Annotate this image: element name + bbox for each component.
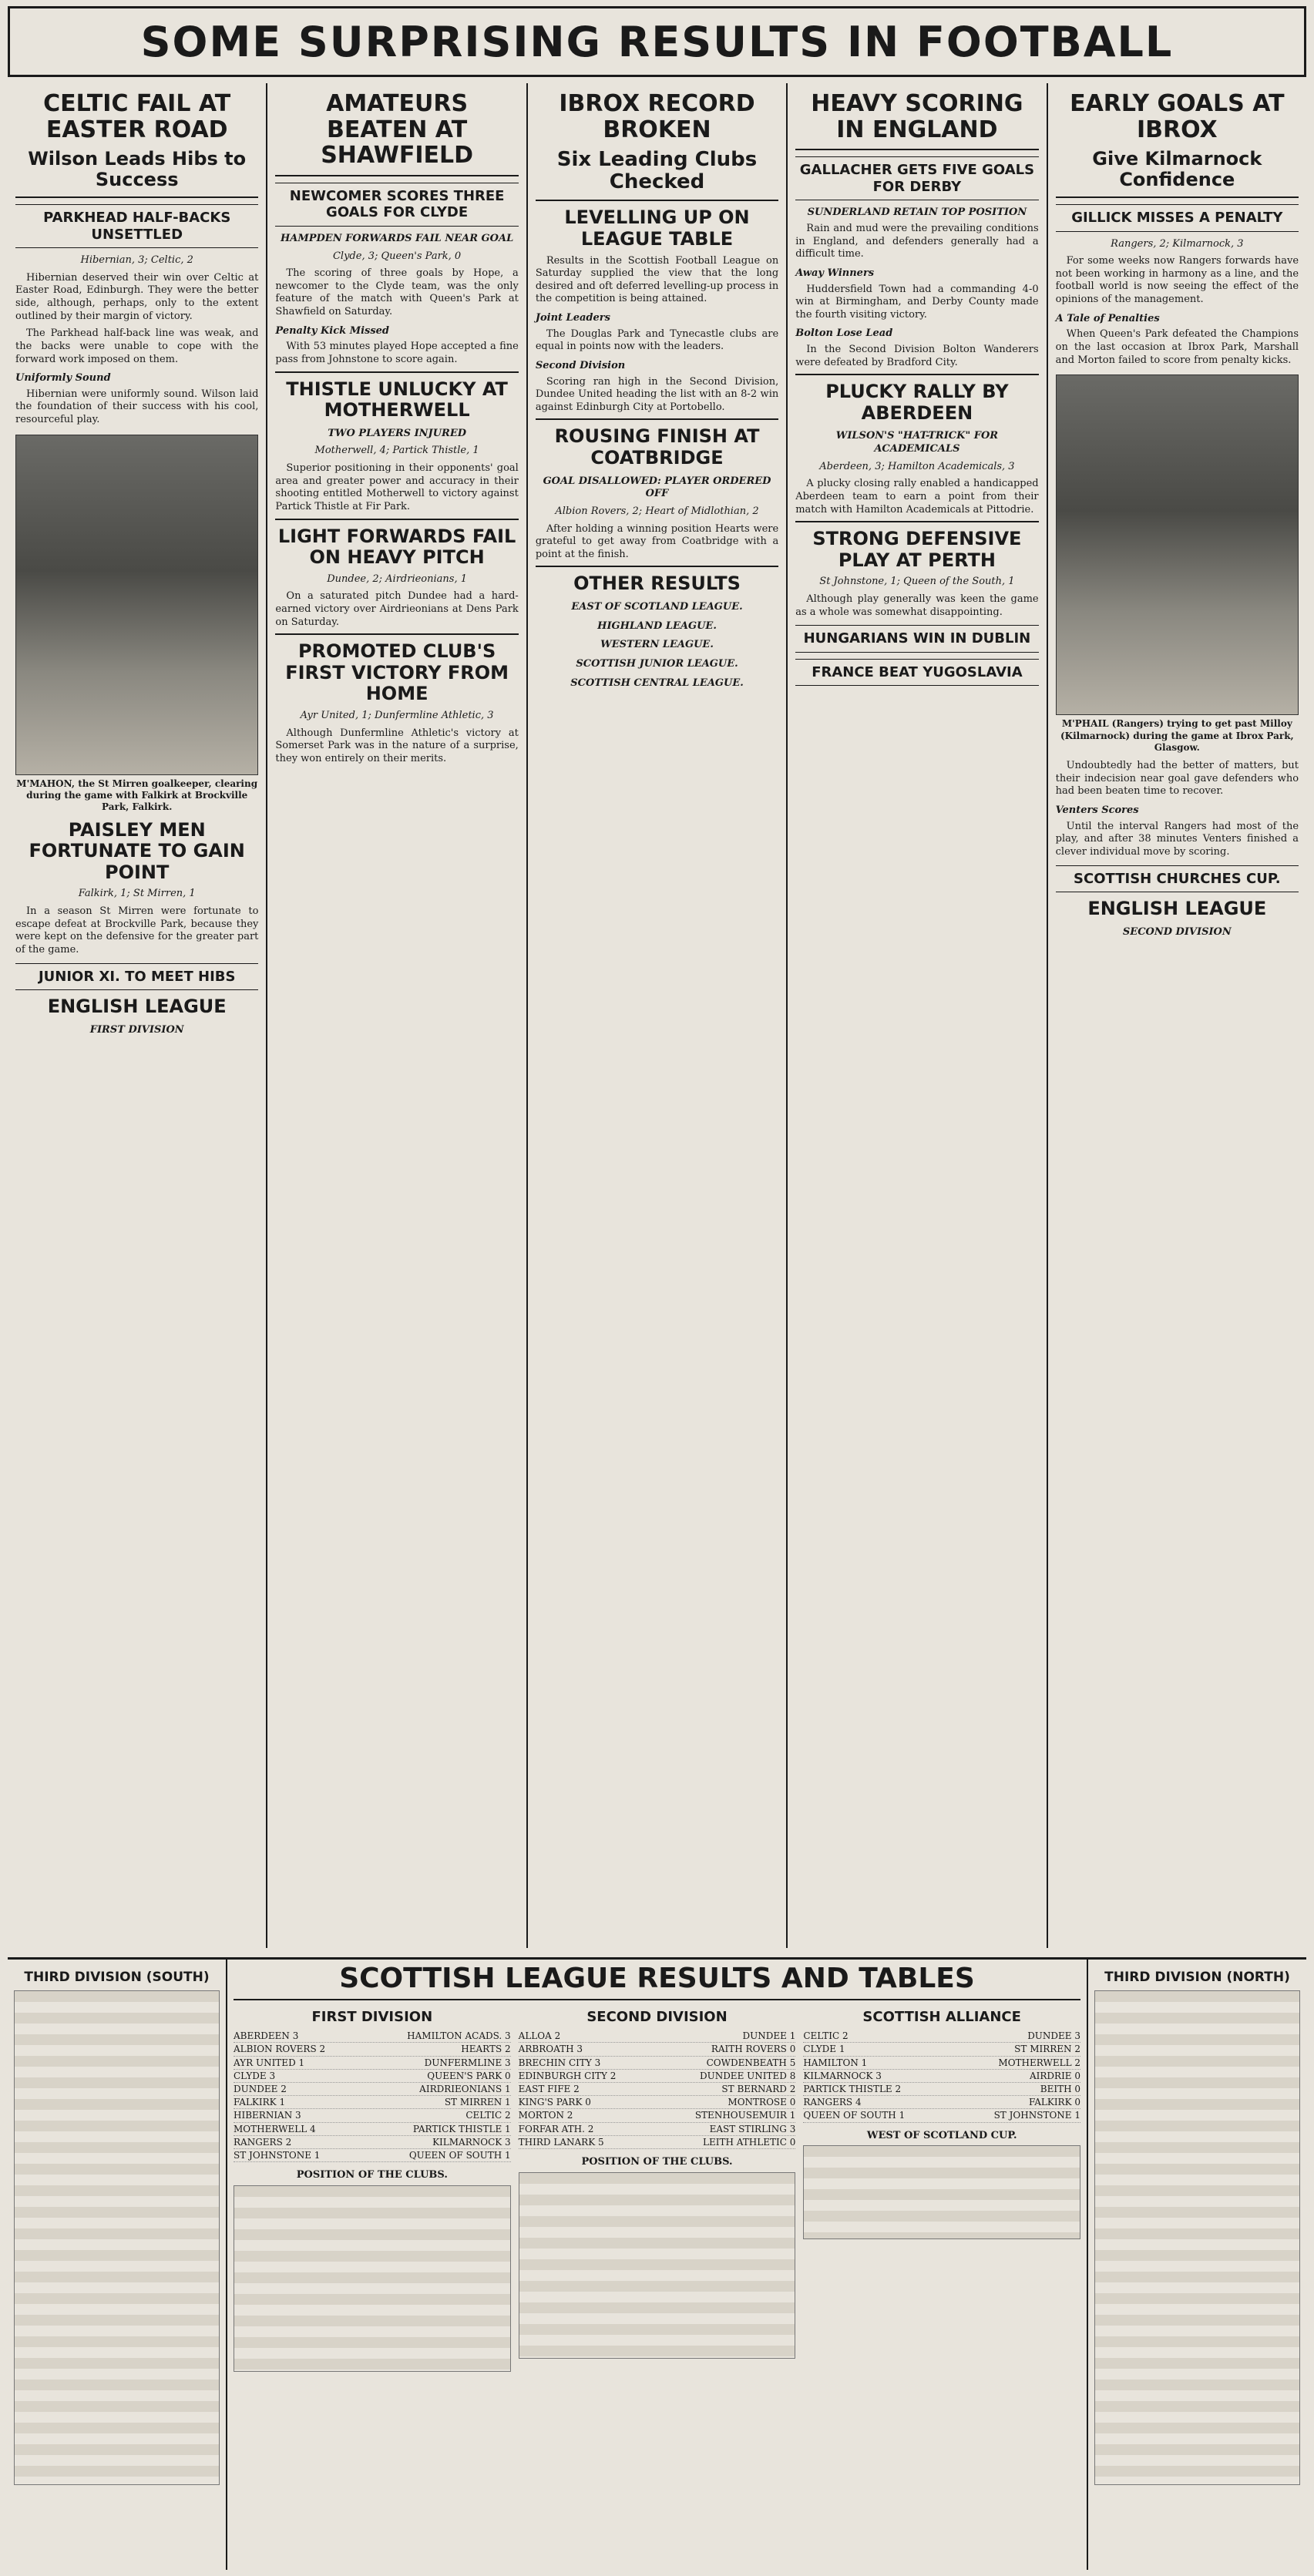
headline-junior: JUNIOR XI. TO MEET HIBS: [15, 963, 258, 991]
paragraph: On a saturated pitch Dundee had a hard-earned victory over Airdrieonians at Dens Park on Saturday.: [275, 590, 519, 628]
headline-coatbridge: ROUSING FINISH AT COATBRIDGE: [536, 418, 778, 469]
score-line: Dundee, 2; Airdrieonians, 1: [327, 573, 467, 585]
paragraph: Although Dunfermline Athletic's victory at Somerset Park was in the nature of a surprise, they won entirely on their merits.: [275, 727, 519, 764]
subhead: GOAL DISALLOWED: PLAYER ORDERED OFF: [543, 475, 771, 500]
paragraph: Rain and mud were the prevailing conditions in England, and defenders generally had a difficult time.: [795, 223, 1039, 260]
third-north-table: [1094, 1990, 1300, 2485]
home-team: CELTIC 2: [803, 2030, 849, 2042]
headline-thistle: THISTLE UNLUCKY AT MOTHERWELL: [275, 371, 518, 421]
crosshead: Uniformly Sound: [15, 372, 111, 385]
scottish-league-tables: [227, 1960, 1087, 2570]
subhead: LEVELLING UP ON LEAGUE TABLE: [564, 207, 750, 250]
column-2: [267, 83, 527, 1948]
paragraph: The Douglas Park and Tynecastle clubs are equal in points now with the leaders.: [535, 327, 779, 353]
result-row: [519, 2070, 796, 2083]
headline-perth: STRONG DEFENSIVE PLAY AT PERTH: [795, 521, 1038, 571]
subhead: GALLACHER GETS FIVE GOALS FOR DERBY: [795, 156, 1038, 200]
third-division-north: [1087, 1960, 1306, 2570]
first-division-label: FIRST DIVISION: [89, 1023, 184, 1036]
result-row: [803, 2043, 1080, 2056]
headline-amateurs: AMATEURS BEATEN AT SHAWFIELD: [275, 91, 518, 176]
result-row: [234, 2149, 511, 2162]
second-division: [519, 2005, 796, 2372]
away-team: DUNDEE 3: [1027, 2030, 1081, 2042]
result-row: [519, 2043, 796, 2056]
away-team: ST BERNARD 2: [721, 2084, 796, 2095]
photo-caption: M'MAHON, the St Mirren goalkeeper, clearing during the game with Falkirk at Brockville Park, Falkirk.: [16, 778, 258, 813]
deck-text: Wilson Leads Hibs to Success: [28, 148, 247, 191]
score-line: Ayr United, 1; Dunfermline Athletic, 3: [300, 710, 494, 721]
home-team: QUEEN OF SOUTH 1: [803, 2110, 906, 2121]
home-team: PARTICK THISTLE 2: [803, 2084, 902, 2095]
away-team: KILMARNOCK 3: [432, 2136, 511, 2148]
third-south-table: [14, 1990, 220, 2485]
away-team: CELTIC 2: [465, 2110, 511, 2121]
headline-paisley: PAISLEY MEN FORTUNATE TO GAIN POINT: [29, 818, 245, 883]
second-division-label: SECOND DIVISION: [1122, 925, 1232, 938]
paragraph: When Queen's Park defeated the Champions on the last occasion at Ibrox Park, Marshall and Morton failed to score from penalty kicks.: [1055, 328, 1299, 366]
subhead: TWO PLAYERS INJURED: [328, 427, 467, 439]
away-team: ST JOHNSTONE 1: [993, 2110, 1081, 2121]
result-row: [234, 2096, 511, 2109]
result-row: [803, 2030, 1080, 2043]
paragraph: A plucky closing rally enabled a handicapped Aberdeen team to earn a point from their match with Hamilton Academicals at Pittodrie.: [795, 478, 1039, 516]
position-label: POSITION OF THE CLUBS.: [581, 2155, 733, 2168]
result-row: [803, 2070, 1080, 2083]
crosshead: Joint Leaders: [535, 312, 610, 324]
home-team: HAMILTON 1: [803, 2057, 868, 2068]
paragraph: Huddersfield Town had a commanding 4-0 win at Birmingham, and Derby County made the fourth visiting victory.: [795, 283, 1039, 321]
second-division-results: [519, 2030, 796, 2149]
score-line: Motherwell, 4; Partick Thistle, 1: [314, 445, 479, 457]
league-label: WESTERN LEAGUE.: [600, 639, 714, 651]
away-team: HEARTS 2: [461, 2044, 511, 2055]
result-row: [519, 2123, 796, 2136]
home-team: EDINBURGH CITY 2: [518, 2070, 617, 2081]
column-4: [788, 83, 1047, 1948]
results-section: [8, 1957, 1306, 2570]
first-division-table: [234, 2185, 511, 2372]
league-label: EAST OF SCOTLAND LEAGUE.: [571, 601, 743, 613]
score-line: Falkirk, 1; St Mirren, 1: [78, 888, 196, 900]
away-team: QUEEN OF SOUTH 1: [408, 2149, 511, 2161]
home-team: KING'S PARK 0: [518, 2097, 591, 2108]
away-team: ST MIRREN 2: [1014, 2044, 1081, 2055]
score-line: St Johnstone, 1; Queen of the South, 1: [819, 576, 1015, 588]
crosshead: Penalty Kick Missed: [275, 324, 390, 337]
result-row: [519, 2136, 796, 2149]
score-line: Clyde, 3; Queen's Park, 0: [332, 250, 462, 262]
result-row: [803, 2057, 1080, 2070]
home-team: MOTHERWELL 4: [234, 2123, 316, 2134]
subhead-2: HAMPDEN FORWARDS FAIL NEAR GOAL: [281, 232, 514, 244]
headline-text: CELTIC FAIL AT EASTER ROAD: [43, 90, 231, 143]
paragraph: For some weeks now Rangers forwards have not been working in harmony as a line, and the football world is now seeing the effect of the opinions of the management.: [1055, 255, 1299, 306]
subhead-2: SUNDERLAND RETAIN TOP POSITION: [807, 207, 1027, 219]
score-line: Hibernian, 3; Celtic, 2: [80, 254, 193, 267]
home-team: CLYDE 3: [234, 2070, 276, 2081]
headline-aberdeen: PLUCKY RALLY BY ABERDEEN: [795, 374, 1038, 424]
away-team: COWDENBEATH 5: [706, 2057, 796, 2068]
result-row: [234, 2136, 511, 2149]
result-row: [519, 2109, 796, 2122]
scottish-alliance: [803, 2005, 1080, 2372]
subhead: WILSON'S "HAT-TRICK" FOR ACADEMICALS: [835, 430, 999, 455]
away-team: STENHOUSEMUIR 1: [694, 2110, 796, 2121]
away-team: EAST STIRLING 3: [709, 2123, 796, 2134]
home-team: ALBION ROVERS 2: [234, 2044, 326, 2055]
score-line: Albion Rovers, 2; Heart of Midlothian, 2: [555, 505, 759, 517]
photo-caption: M'PHAIL (Rangers) trying to get past Milloy (Kilmarnock) during the game at Ibrox Park, Glasgow.: [1060, 718, 1294, 753]
result-row: [234, 2109, 511, 2122]
score-line: Rangers, 2; Kilmarnock, 3: [1111, 237, 1244, 250]
headline-churches-cup: SCOTTISH CHURCHES CUP.: [1056, 865, 1299, 893]
headline-other-results: OTHER RESULTS: [536, 566, 778, 595]
alliance-results: [803, 2030, 1080, 2122]
home-team: KILMARNOCK 3: [803, 2070, 882, 2081]
home-team: ST JOHNSTONE 1: [234, 2149, 321, 2161]
home-team: ARBROATH 3: [518, 2044, 583, 2055]
article-columns: [8, 83, 1306, 1948]
home-team: RANGERS 2: [234, 2136, 292, 2148]
paragraph: Until the interval Rangers had most of the play, and after 38 minutes Venters finished a clever individual move by scoring.: [1055, 820, 1299, 858]
paragraph: Although play generally was keen the game as a whole was somewhat disappointing.: [795, 593, 1039, 618]
paragraph: The Parkhead half-back line was weak, and the backs were unable to cope with the forward work imposed on them.: [15, 327, 259, 365]
result-row: [234, 2030, 511, 2043]
second-division-title: SECOND DIVISION: [586, 2009, 728, 2025]
paragraph: Scoring ran high in the Second Division, Dundee United heading the list with an 8-2 win against Edinburgh City at Portobello.: [535, 375, 779, 413]
away-team: QUEEN'S PARK 0: [427, 2070, 511, 2081]
column-5: [1048, 83, 1306, 1948]
paragraph: Superior positioning in their opponents' goal area and greater power and accuracy in their shooting entitled Motherwell to victory against Partick Thistle at Fir Park.: [275, 462, 519, 512]
score-line: Aberdeen, 3; Hamilton Academicals, 3: [819, 460, 1015, 472]
away-team: AIRDRIE 0: [1029, 2070, 1081, 2081]
paragraph: In the Second Division Bolton Wanderers were defeated by Bradford City.: [795, 344, 1039, 368]
home-team: ALLOA 2: [518, 2030, 561, 2042]
result-row: [234, 2083, 511, 2096]
photo-falkirk-match: [15, 435, 258, 775]
third-division-south: [8, 1960, 227, 2570]
away-team: DUNDEE 1: [742, 2030, 796, 2042]
headline-english-league-2: ENGLISH LEAGUE: [1087, 898, 1267, 920]
league-columns: [234, 2005, 1080, 2372]
league-label: SCOTTISH JUNIOR LEAGUE.: [576, 657, 738, 670]
page-banner: SOME SURPRISING RESULTS IN FOOTBALL: [8, 6, 1306, 77]
home-team: THIRD LANARK 5: [518, 2136, 604, 2148]
crosshead: Venters Scores: [1055, 804, 1139, 817]
home-team: BRECHIN CITY 3: [518, 2057, 601, 2068]
results-title: SCOTTISH LEAGUE RESULTS AND TABLES: [234, 1963, 1080, 2000]
photo-ibrox-match: [1056, 374, 1299, 715]
third-south-title: THIRD DIVISION (SOUTH): [24, 1970, 210, 1985]
headline-text: IBROX RECORD BROKEN: [559, 90, 755, 143]
away-team: BEITH 0: [1040, 2084, 1081, 2095]
home-team: CLYDE 1: [803, 2044, 845, 2055]
result-row: [519, 2096, 796, 2109]
away-team: RAITH ROVERS 0: [711, 2044, 796, 2055]
first-division: [234, 2005, 511, 2372]
second-division-table: [519, 2172, 796, 2359]
home-team: FALKIRK 1: [234, 2097, 286, 2108]
away-team: LEITH ATHLETIC 0: [703, 2136, 796, 2148]
wos-cup-table: [803, 2145, 1080, 2239]
result-row: [519, 2083, 796, 2096]
paragraph: After holding a winning position Hearts were grateful to get away from Coatbridge with a point at the finish.: [535, 522, 779, 560]
first-division-results: [234, 2030, 511, 2162]
headline-text: EARLY GOALS AT IBROX: [1070, 90, 1285, 143]
home-team: EAST FIFE 2: [518, 2084, 580, 2095]
subhead: GILLICK MISSES A PENALTY: [1056, 204, 1299, 232]
paragraph: In a season St Mirren were fortunate to escape defeat at Brockville Park, because they were kept on the defensive for the greater part of the game.: [15, 905, 259, 956]
home-team: FORFAR ATH. 2: [518, 2123, 594, 2134]
headline-hungarians: HUNGARIANS WIN IN DUBLIN: [795, 625, 1038, 653]
away-team: DUNDEE UNITED 8: [699, 2070, 796, 2081]
headline-ibrox-record: [536, 91, 778, 201]
headline-celtic: [15, 91, 258, 198]
result-row: [803, 2096, 1080, 2109]
third-north-title: THIRD DIVISION (NORTH): [1104, 1970, 1290, 1985]
away-team: DUNFERMLINE 3: [424, 2057, 511, 2068]
headline-france: FRANCE BEAT YUGOSLAVIA: [795, 659, 1038, 687]
away-team: PARTICK THISTLE 1: [412, 2123, 511, 2134]
first-division-title: FIRST DIVISION: [311, 2009, 433, 2025]
headline-promoted: PROMOTED CLUB'S FIRST VICTORY FROM HOME: [275, 633, 518, 705]
home-team: DUNDEE 2: [234, 2084, 287, 2095]
headline-early-goals: [1056, 91, 1299, 198]
result-row: [234, 2057, 511, 2070]
away-team: AIRDRIEONIANS 1: [419, 2084, 511, 2095]
home-team: MORTON 2: [518, 2110, 573, 2121]
crosshead: Second Division: [535, 359, 626, 371]
crosshead: Away Winners: [795, 267, 875, 279]
league-label: SCOTTISH CENTRAL LEAGUE.: [570, 677, 744, 689]
result-row: [803, 2083, 1080, 2096]
column-1: [8, 83, 267, 1948]
alliance-title: SCOTTISH ALLIANCE: [862, 2009, 1021, 2025]
away-team: MONTROSE 0: [728, 2097, 796, 2108]
headline-english-league: ENGLISH LEAGUE: [47, 996, 227, 1018]
paragraph: The scoring of three goals by Hope, a newcomer to the Clyde team, was the only feature of the match with Queen's Park at Shawfield on Saturday.: [275, 267, 519, 318]
headline-light-forwards: LIGHT FORWARDS FAIL ON HEAVY PITCH: [275, 519, 518, 569]
subhead: PARKHEAD HALF-BACKS UNSETTLED: [15, 204, 258, 248]
paragraph: Hibernian were uniformly sound. Wilson laid the foundation of their success with his cool, resourceful play.: [15, 388, 259, 425]
result-row: [234, 2070, 511, 2083]
result-row: [234, 2043, 511, 2056]
subhead: NEWCOMER SCORES THREE GOALS FOR CLYDE: [275, 183, 518, 227]
position-label: POSITION OF THE CLUBS.: [296, 2169, 448, 2181]
crosshead: Bolton Lose Lead: [795, 327, 893, 340]
column-3: [528, 83, 788, 1948]
deck-text: Six Leading Clubs Checked: [556, 148, 758, 194]
away-team: HAMILTON ACADS. 3: [407, 2030, 511, 2042]
home-team: AYR UNITED 1: [234, 2057, 305, 2068]
deck-text: Give Kilmarnock Confidence: [1092, 148, 1262, 191]
away-team: ST MIRREN 1: [444, 2097, 511, 2108]
paragraph: Hibernian deserved their win over Celtic at Easter Road, Edinburgh. They were the better side, although, perhaps, only to the extent outlined by their margin of victory.: [15, 271, 259, 322]
paragraph: With 53 minutes played Hope accepted a fine pass from Johnstone to score again.: [275, 341, 519, 365]
result-row: [803, 2109, 1080, 2122]
away-team: FALKIRK 0: [1028, 2097, 1081, 2108]
headline-england: HEAVY SCORING IN ENGLAND: [795, 91, 1038, 150]
home-team: ABERDEEN 3: [234, 2030, 299, 2042]
home-team: RANGERS 4: [803, 2097, 862, 2108]
result-row: [519, 2030, 796, 2043]
paragraph: Results in the Scottish Football League on Saturday supplied the view that the long desired and oft deferred levelling-up process in the competition is being attained.: [535, 254, 779, 305]
result-row: [234, 2123, 511, 2136]
away-team: MOTHERWELL 2: [998, 2057, 1081, 2068]
result-row: [519, 2057, 796, 2070]
paragraph: Undoubtedly had the better of matters, but their indecision near goal gave defenders who had been beaten time to recover.: [1055, 760, 1299, 798]
crosshead: A Tale of Penalties: [1055, 312, 1160, 324]
wos-cup-label: WEST OF SCOTLAND CUP.: [866, 2129, 1017, 2141]
home-team: HIBERNIAN 3: [234, 2110, 301, 2121]
league-label: HIGHLAND LEAGUE.: [597, 620, 717, 632]
